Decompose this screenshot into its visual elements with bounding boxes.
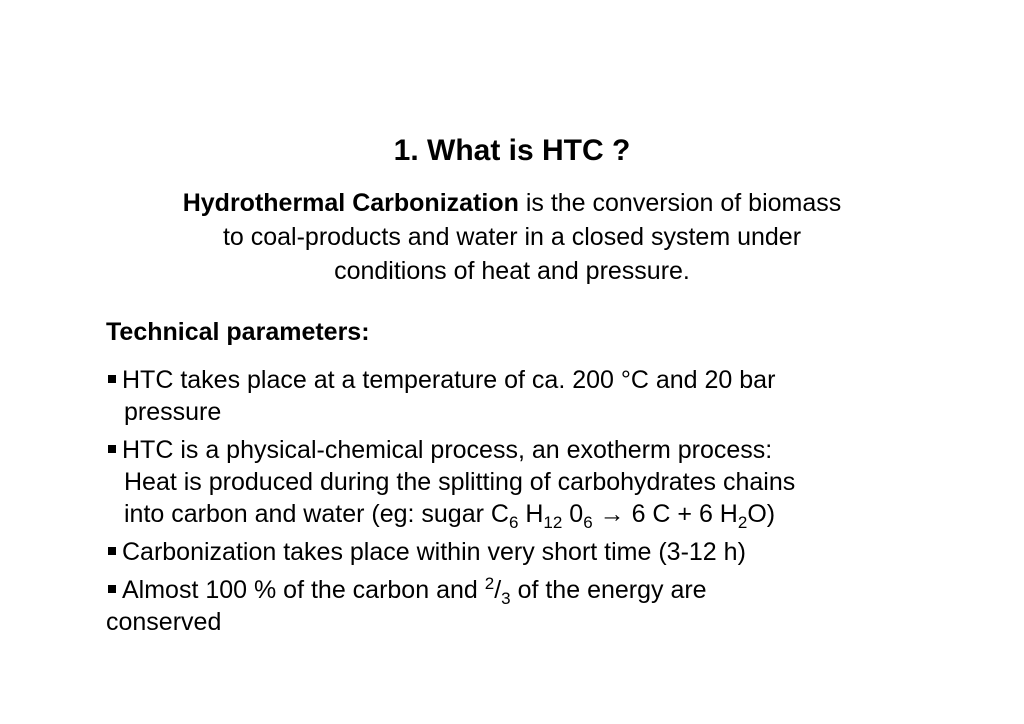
bullet-item-exotherm xyxy=(106,434,926,530)
bullet-text: O) xyxy=(747,500,776,528)
bullet-item-temperature xyxy=(106,364,926,428)
intro-paragraph xyxy=(112,186,912,288)
intro-term: Hydrothermal Carbonization xyxy=(182,189,519,217)
bullet-text: into carbon and water (eg: sugar C xyxy=(124,500,509,528)
intro-line-1-rest: is the conversion of biomass xyxy=(518,189,842,217)
bullet-text: of the energy are xyxy=(510,576,707,604)
section-heading: Technical parameters: xyxy=(106,318,370,346)
square-bullet-icon xyxy=(108,375,116,383)
square-bullet-icon xyxy=(108,585,116,593)
subscript: 2 xyxy=(737,513,748,532)
square-bullet-icon xyxy=(108,445,116,453)
intro-line-1 xyxy=(112,186,912,220)
arrow-right-icon: → xyxy=(592,500,632,528)
bullet-text: Almost 100 % of the carbon and xyxy=(122,576,485,604)
square-bullet-icon xyxy=(108,547,116,555)
bullet-text: pressure xyxy=(124,398,222,426)
subscript: 12 xyxy=(543,513,563,532)
bullet-text: HTC is a physical-chemical process, an exotherm process: xyxy=(122,436,773,464)
bullet-text: H xyxy=(518,500,544,528)
bullet-text: Heat is produced during the splitting of carbohydrates chains xyxy=(124,468,796,496)
subscript: 6 xyxy=(583,513,593,532)
superscript: 2 xyxy=(484,574,495,593)
bullet-list xyxy=(106,364,926,644)
bullet-text: 0 xyxy=(562,500,584,528)
bullet-text: 6 C + 6 H xyxy=(631,500,738,528)
intro-line-3: conditions of heat and pressure. xyxy=(334,257,690,285)
slide-title: 1. What is HTC ? xyxy=(393,134,631,167)
intro-line-2: to coal-products and water in a closed system under xyxy=(222,223,802,251)
bullet-item-duration xyxy=(106,536,926,568)
subscript: 6 xyxy=(508,513,519,532)
bullet-text: HTC takes place at a temperature of ca. 200 °C and 20 bar xyxy=(122,366,776,394)
bullet-item-conservation xyxy=(106,574,926,638)
bullet-text: conserved xyxy=(106,608,222,636)
fraction-slash: / xyxy=(494,576,502,604)
bullet-formula-line xyxy=(106,498,926,530)
bullet-text: Carbonization takes place within very short time (3-12 h) xyxy=(122,538,746,566)
subscript: 3 xyxy=(501,589,511,608)
